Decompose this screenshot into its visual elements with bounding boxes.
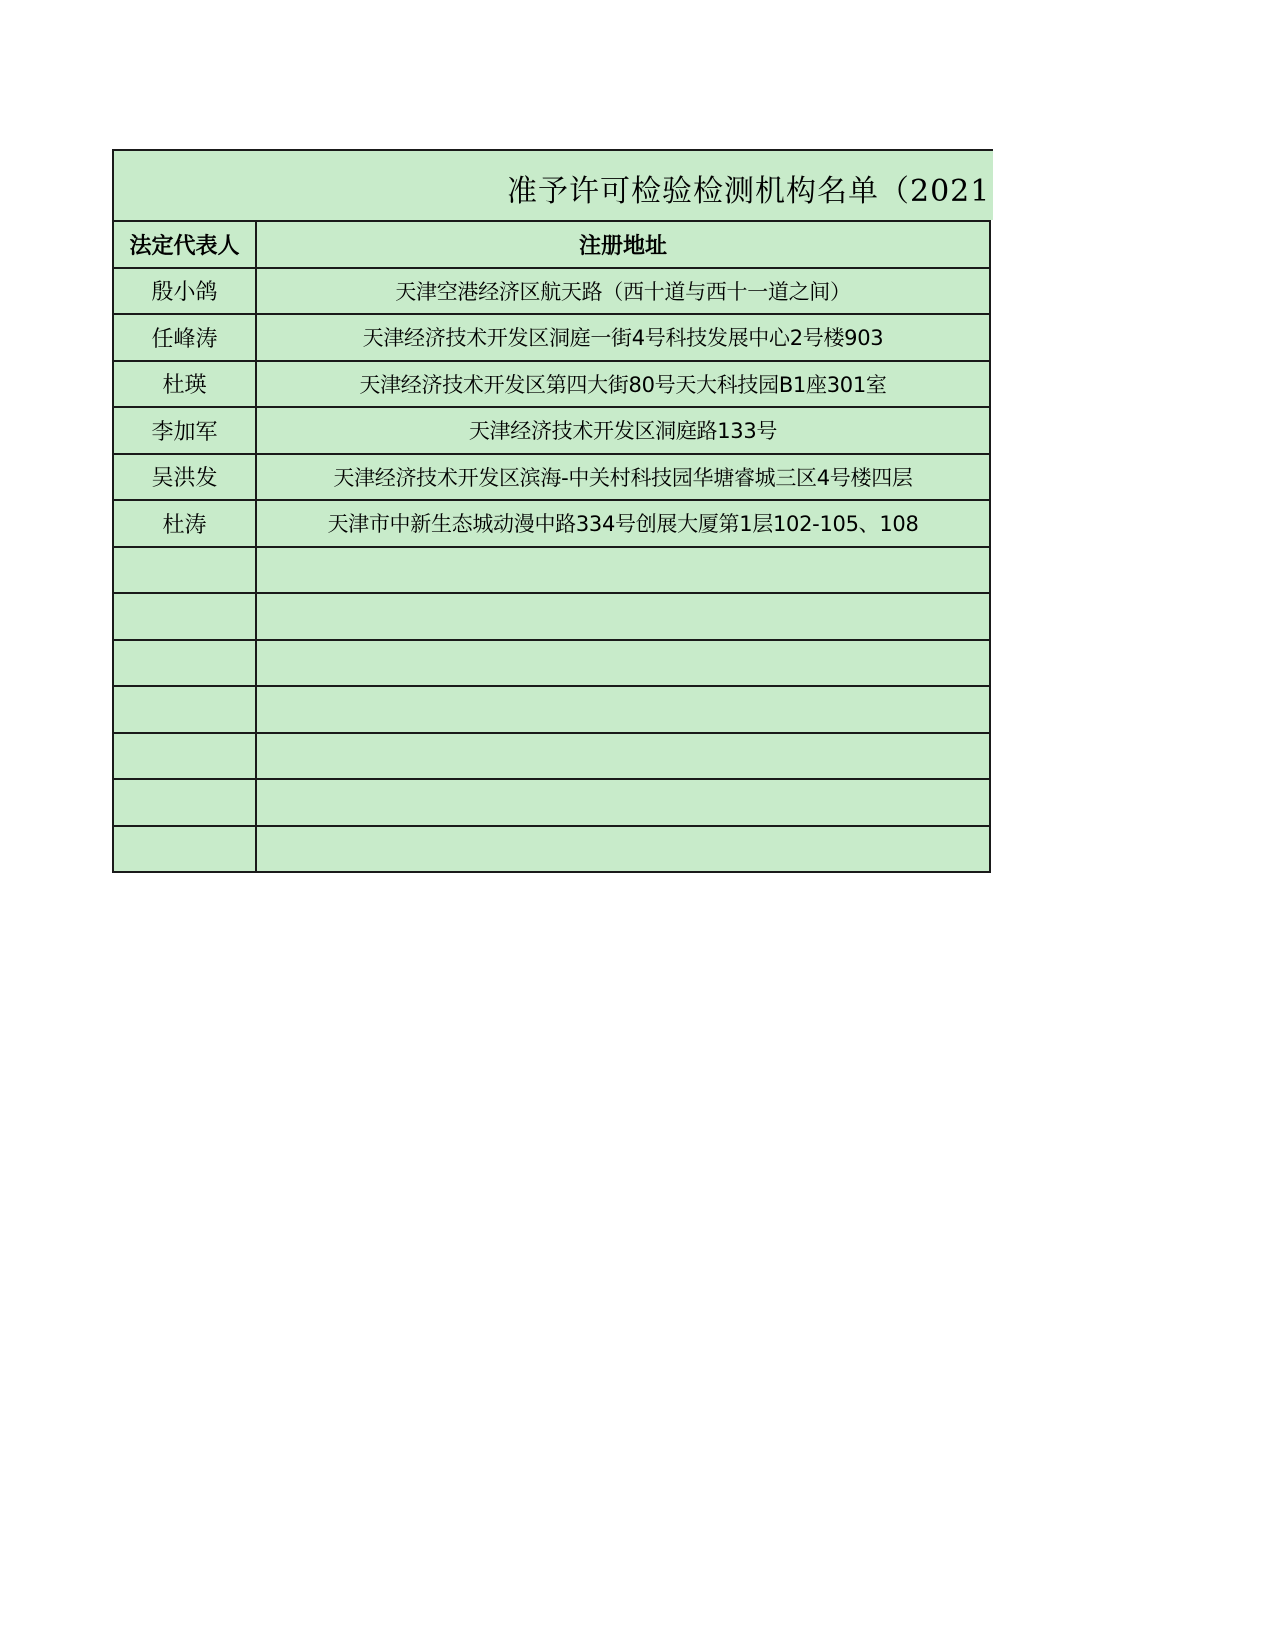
- cell-registered-address: 天津空港经济区航天路（西十道与西十一道之间）: [256, 268, 990, 315]
- institution-table: [112, 220, 991, 873]
- empty-cell: [113, 826, 256, 873]
- cell-legal-representative: 吴洪发: [113, 454, 256, 501]
- cell-legal-representative: 李加军: [113, 407, 256, 454]
- empty-cell: [113, 686, 256, 733]
- empty-table-row: [113, 733, 990, 780]
- empty-cell: [256, 547, 990, 594]
- empty-table-row: [113, 779, 990, 826]
- empty-table-row: [113, 826, 990, 873]
- cell-registered-address: 天津经济技术开发区滨海-中关村科技园华塘睿城三区4号楼四层: [256, 454, 990, 501]
- column-header-legal-representative: 法定代表人: [113, 221, 256, 268]
- empty-cell: [113, 547, 256, 594]
- table-header-row: [113, 221, 990, 268]
- empty-cell: [256, 779, 990, 826]
- table-row: [113, 361, 990, 408]
- cell-registered-address: 天津经济技术开发区洞庭路133号: [256, 407, 990, 454]
- empty-cell: [256, 640, 990, 687]
- empty-cell: [256, 826, 990, 873]
- document-title: 准予许可检验检测机构名单（2021: [507, 174, 991, 209]
- table-row: [113, 314, 990, 361]
- empty-cell: [113, 779, 256, 826]
- table-row: [113, 268, 990, 315]
- cell-registered-address: 天津市中新生态城动漫中路334号创展大厦第1层102-105、108: [256, 500, 990, 547]
- empty-table-row: [113, 547, 990, 594]
- column-header-registered-address: 注册地址: [256, 221, 990, 268]
- cell-registered-address: 天津经济技术开发区第四大街80号天大科技园B1座301室: [256, 361, 990, 408]
- empty-cell: [113, 733, 256, 780]
- cell-legal-representative: 杜涛: [113, 500, 256, 547]
- empty-cell: [256, 733, 990, 780]
- cell-legal-representative: 杜瑛: [113, 361, 256, 408]
- cell-legal-representative: 殷小鸽: [113, 268, 256, 315]
- empty-table-row: [113, 640, 990, 687]
- table-row: [113, 500, 990, 547]
- empty-cell: [113, 593, 256, 640]
- empty-cell: [256, 593, 990, 640]
- spreadsheet-page: [112, 149, 993, 903]
- empty-cell: [256, 686, 990, 733]
- cell-legal-representative: 任峰涛: [113, 314, 256, 361]
- title-band: [112, 149, 993, 220]
- empty-table-row: [113, 593, 990, 640]
- table-row: [113, 454, 990, 501]
- empty-cell: [113, 640, 256, 687]
- table-row: [113, 407, 990, 454]
- cell-registered-address: 天津经济技术开发区洞庭一街4号科技发展中心2号楼903: [256, 314, 990, 361]
- empty-table-row: [113, 686, 990, 733]
